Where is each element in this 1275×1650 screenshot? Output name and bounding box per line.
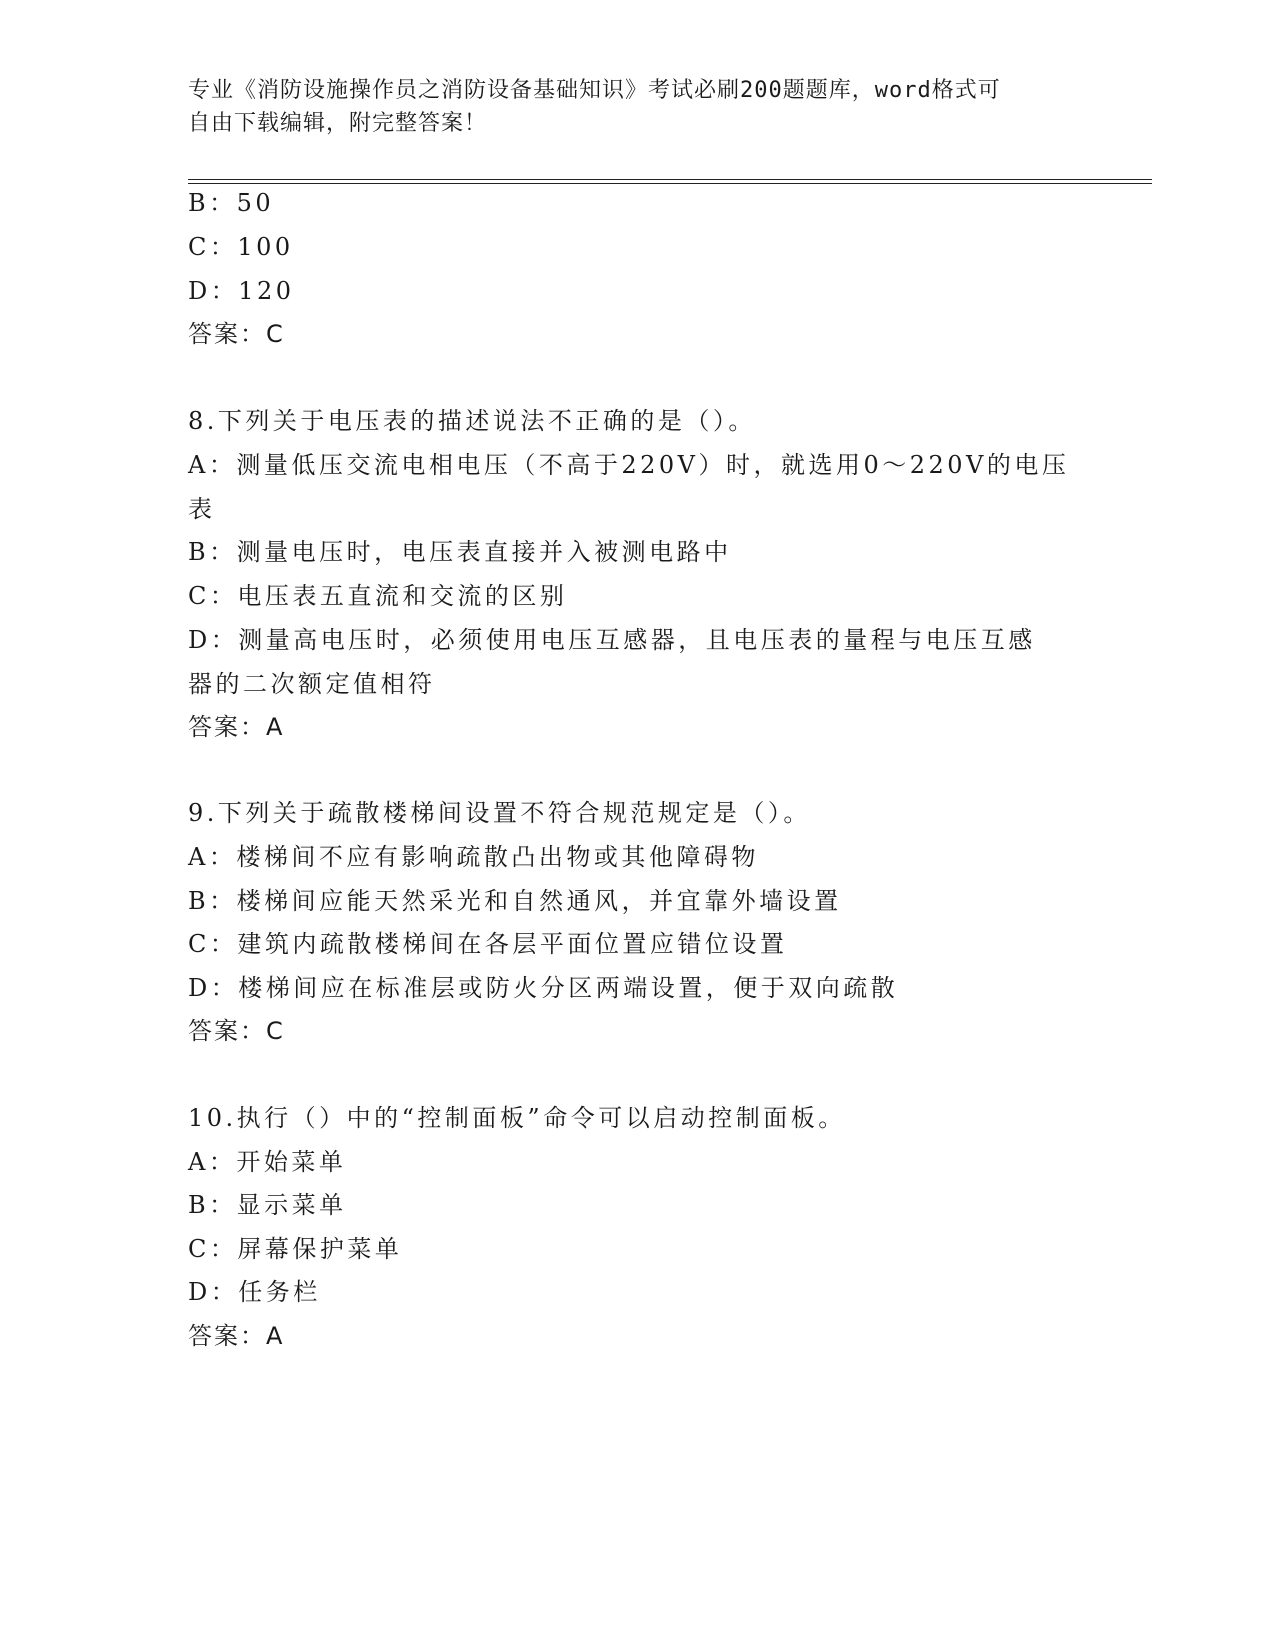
document-header bbox=[188, 74, 1068, 140]
q8-option-b: B：测量电压时，电压表直接并入被测电路中 bbox=[188, 538, 732, 566]
q10-stem: 10.执行（）中的“控制面板”命令可以启动控制面板。 bbox=[188, 1104, 846, 1132]
q9-option-d: D：楼梯间应在标准层或防火分区两端设置，便于双向疏散 bbox=[188, 974, 899, 1002]
q10-option-c: C：屏幕保护菜单 bbox=[188, 1235, 403, 1263]
q10-option-a: A：开始菜单 bbox=[188, 1148, 347, 1176]
q10-answer: 答案：A bbox=[188, 1322, 285, 1350]
q9-option-b: B：楼梯间应能天然采光和自然通风，并宜靠外墙设置 bbox=[188, 887, 842, 915]
q8-option-a-line-1: A：测量低压交流电相电压（不高于220V）时，就选用0～220V的电压 bbox=[188, 451, 1070, 479]
q7-option-b: B：50 bbox=[188, 189, 275, 217]
q8-stem: 8.下列关于电压表的描述说法不正确的是（）。 bbox=[188, 407, 756, 435]
q7-answer: 答案：C bbox=[188, 320, 285, 348]
q8-option-d-line-1: D：测量高电压时，必须使用电压互感器，且电压表的量程与电压互感 bbox=[188, 626, 1036, 654]
q9-stem: 9.下列关于疏散楼梯间设置不符合规范规定是（）。 bbox=[188, 799, 811, 827]
q9-answer: 答案：C bbox=[188, 1017, 285, 1045]
q9-option-c: C：建筑内疏散楼梯间在各层平面位置应错位设置 bbox=[188, 930, 788, 958]
q7-option-c: C：100 bbox=[188, 233, 294, 261]
q7-option-d: D：120 bbox=[188, 277, 295, 305]
header-title-line-1: 专业《消防设施操作员之消防设备基础知识》考试必刷200题题库，word格式可 bbox=[188, 78, 1001, 103]
header-title-line-2: 自由下载编辑，附完整答案！ bbox=[188, 111, 488, 136]
q8-answer: 答案：A bbox=[188, 713, 285, 741]
q9-option-a: A：楼梯间不应有影响疏散凸出物或其他障碍物 bbox=[188, 843, 759, 871]
q8-option-a-line-2: 表 bbox=[188, 495, 216, 523]
header-divider-top bbox=[188, 179, 1152, 180]
q10-option-b: B：显示菜单 bbox=[188, 1191, 347, 1219]
q10-option-d: D：任务栏 bbox=[188, 1278, 321, 1306]
header-divider-bottom bbox=[188, 183, 1152, 184]
q8-option-c: C：电压表五直流和交流的区别 bbox=[188, 582, 568, 610]
q8-option-d-line-2: 器的二次额定值相符 bbox=[188, 670, 436, 698]
